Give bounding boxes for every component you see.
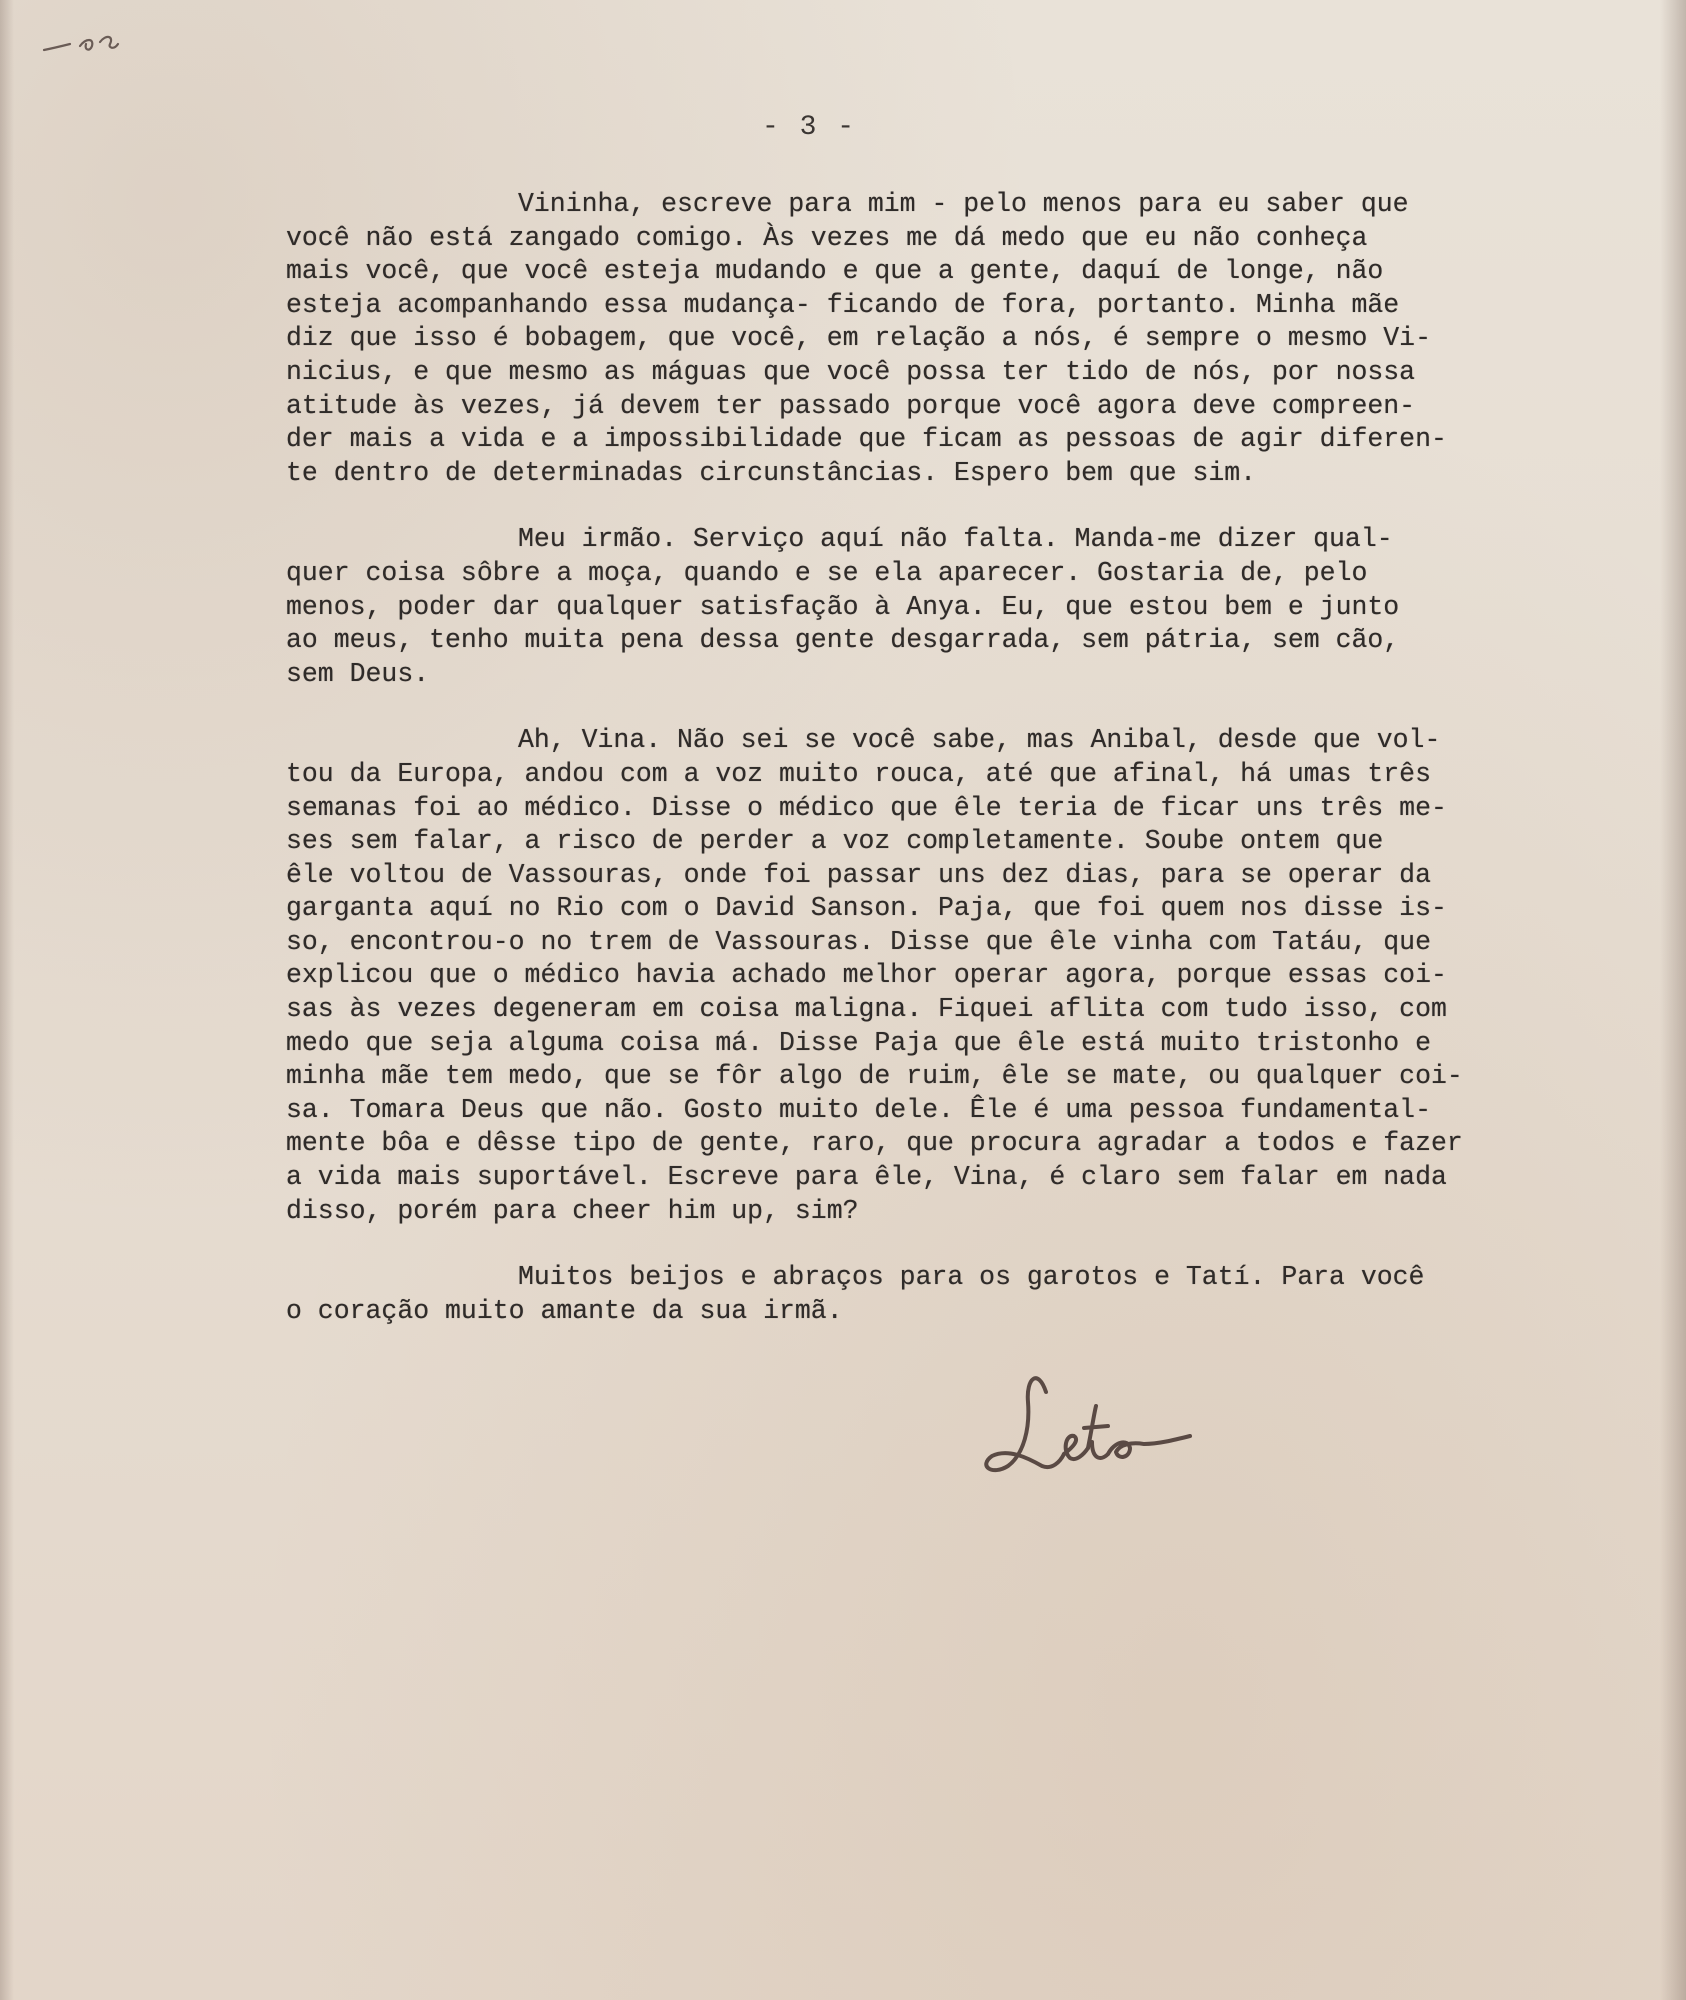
text-line: você não está zangado comigo. Às vezes me dá medo que eu não conheça <box>286 222 1368 253</box>
text-line: semanas foi ao médico. Disse o médico que êle teria de ficar uns três me- <box>286 792 1447 823</box>
text-line: te dentro de determinadas circunstâncias. Espero bem que sim. <box>286 457 1257 488</box>
text-line: sem Deus. <box>286 658 430 689</box>
text-line: Vininha, escreve para mim - pelo menos para eu saber que <box>518 189 1409 219</box>
paper-edge-right <box>1660 0 1686 2000</box>
text-line: Muitos beijos e abraços para os garotos e Tatí. Para você <box>518 1262 1425 1293</box>
text-line: atitude às vezes, já devem ter passado porque você agora deve compreen- <box>286 390 1416 421</box>
text-line: medo que seja alguma coisa má. Disse Paja que êle está muito tristonho e <box>286 1027 1431 1058</box>
text-line: sa. Tomara Deus que não. Gosto muito dele. Êle é uma pessoa fundamental- <box>286 1094 1431 1125</box>
text-line: sas às vezes degeneram em coisa maligna. Fiquei aflita com tudo isso, com <box>286 994 1447 1025</box>
letter-body <box>286 188 1526 1361</box>
text-line: der mais a vida e a impossibilidade que ficam as pessoas de agir diferen- <box>286 424 1447 455</box>
paragraph-2 <box>286 523 1526 691</box>
text-line: Ah, Vina. Não sei se você sabe, mas Anibal, desde que vol- <box>518 725 1441 756</box>
paper-edge-left <box>0 0 14 2000</box>
text-line: diz que isso é bobagem, que você, em relação a nós, é sempre o mesmo Vi- <box>286 323 1431 354</box>
text-line: nicius, e que mesmo as máguas que você possa ter tido de nós, por nossa <box>286 356 1416 387</box>
text-line: mais você, que você esteja mudando e que a gente, daquí de longe, não <box>286 256 1384 287</box>
paragraph-1 <box>286 188 1526 490</box>
text-line: ses sem falar, a risco de perder a voz completamente. Soube ontem que <box>286 826 1384 857</box>
text-line: o coração muito amante da sua irmã. <box>286 1295 843 1326</box>
text-line: Meu irmão. Serviço aquí não falta. Manda-me dizer qual- <box>518 524 1393 555</box>
pencil-mark-icon <box>40 28 150 58</box>
text-line: a vida mais suportável. Escreve para êle, Vina, é claro sem falar em nada <box>286 1162 1447 1193</box>
text-line: quer coisa sôbre a moça, quando e se ela aparecer. Gostaria de, pelo <box>286 557 1368 588</box>
text-line: esteja acompanhando essa mudança- ficando de fora, portanto. Minha mãe <box>286 289 1400 320</box>
text-line: garganta aquí no Rio com o David Sanson. Paja, que foi quem nos disse is- <box>286 893 1447 924</box>
text-line: menos, poder dar qualquer satisfação à Anya. Eu, que estou bem e junto <box>286 591 1400 622</box>
text-line: disso, porém para cheer him up, sim? <box>286 1195 859 1226</box>
text-line: mente bôa e dêsse tipo de gente, raro, que procura agradar a todos e fazer <box>286 1128 1463 1159</box>
text-line: ao meus, tenho muita pena dessa gente desgarrada, sem pátria, sem cão, <box>286 625 1400 656</box>
handwritten-signature <box>968 1358 1228 1498</box>
text-line: êle voltou de Vassouras, onde foi passar uns dez dias, para se operar da <box>286 859 1431 890</box>
paragraph-4 <box>286 1261 1526 1328</box>
page-number: - 3 - <box>761 112 856 143</box>
text-line: minha mãe tem medo, que se fôr algo de ruim, êle se mate, ou qualquer coi- <box>286 1061 1463 1092</box>
text-line: explicou que o médico havia achado melhor operar agora, porque essas coi- <box>286 960 1447 991</box>
text-line: so, encontrou-o no trem de Vassouras. Disse que êle vinha com Tatáu, que <box>286 926 1431 957</box>
text-line: tou da Europa, andou com a voz muito rouca, até que afinal, há umas três <box>286 758 1431 789</box>
paragraph-3 <box>286 724 1526 1228</box>
